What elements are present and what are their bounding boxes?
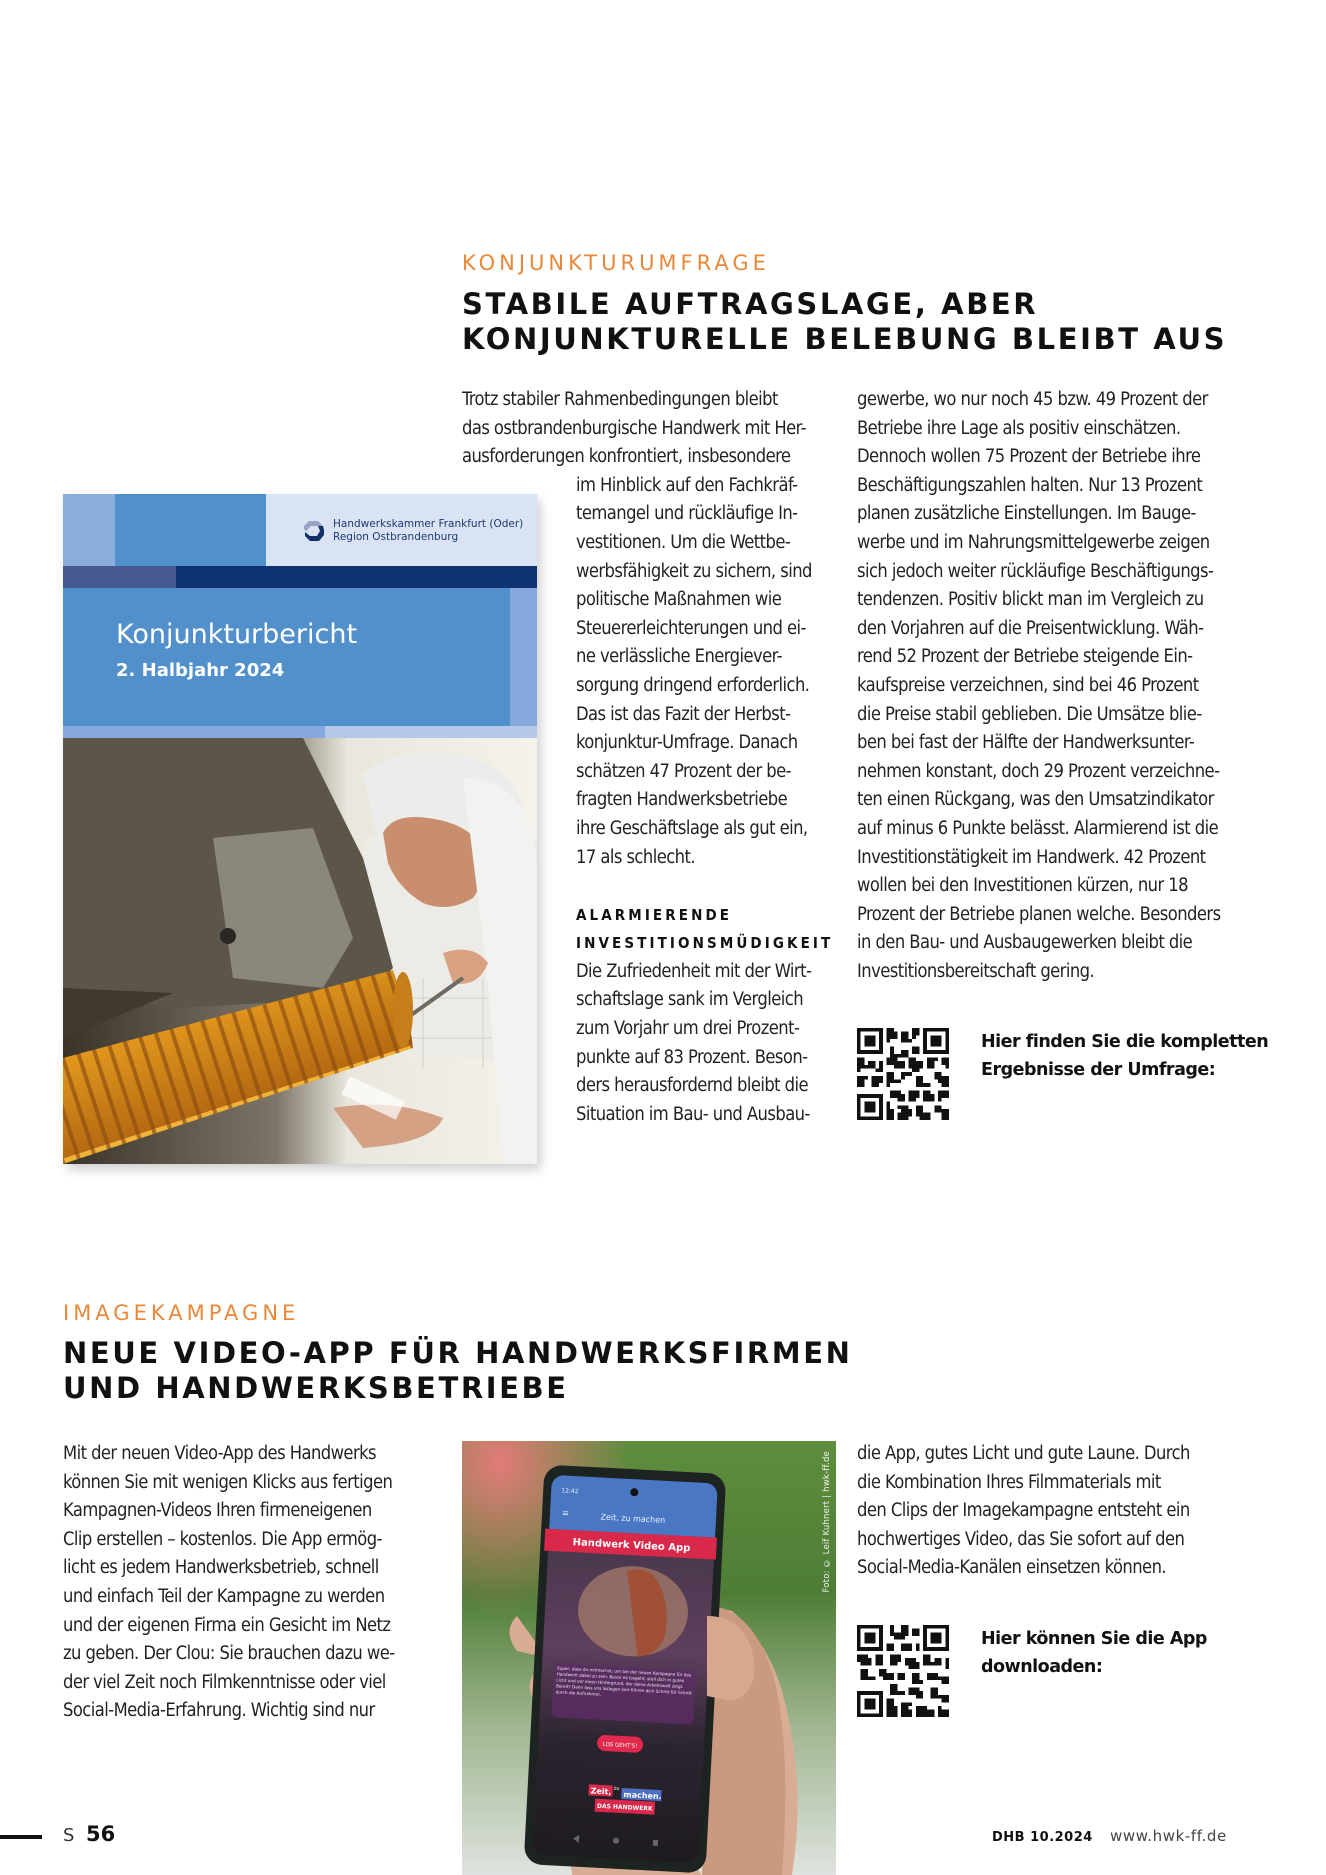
lets-go-label: LOS GEHT'S! (602, 1741, 638, 1750)
text-line: zum Vorjahr um drei Prozent- (576, 1018, 800, 1040)
text-line: das ostbrandenburgische Handwerk mit Her- (462, 417, 807, 439)
text-line: werbsfähigkeit zu sichern, sind (576, 560, 812, 582)
text-line: hochwertiges Video, das Sie sofort auf den (857, 1528, 1185, 1550)
text-line: ausforderungen konfrontiert, insbesondere (462, 446, 791, 468)
text-line: Steuererleichterungen und ei- (576, 617, 806, 639)
text-line: planen zusätzliche Einstellungen. Im Bauge- (857, 503, 1196, 525)
baker-photo (63, 738, 537, 1164)
text-line: Social-Media-Kanälen einsetzen können. (857, 1557, 1167, 1579)
text-line: auf minus 6 Punkte belässt. Alarmierend ist die (857, 817, 1219, 839)
text-line: schaftslage sank im Vergleich (576, 989, 804, 1011)
article-headline (462, 287, 1227, 357)
campaign-logo-text: zu (613, 1785, 620, 1792)
text-line: tendenzen. Positiv blickt man im Vergleich zu (857, 589, 1204, 611)
text-line: fragten Handwerksbetriebe (576, 789, 788, 811)
headline-line: NEUE VIDEO-APP FÜR HANDWERKSFIRMEN (63, 1336, 853, 1370)
qr-caption-line: Hier können Sie die App (981, 1629, 1207, 1649)
text-line: im Hinblick auf den Fachkräf- (576, 474, 798, 496)
text-line: und einfach Teil der Kampagne zu werden (63, 1585, 385, 1607)
phone-status-time: 12:42 (561, 1487, 579, 1496)
text-line: den Vorjahren auf die Preisentwicklung. Wäh- (857, 617, 1204, 639)
article-headline (63, 1336, 853, 1406)
text-line: werbe und im Nahrungsmittelgewerbe zeigen (857, 531, 1210, 553)
headline-line: UND HANDWERKSBETRIEBE (63, 1371, 569, 1405)
qr-code-icon[interactable] (857, 1028, 949, 1120)
text-line: ne verlässliche Energiever- (576, 646, 783, 668)
chamber-logo-icon (303, 520, 325, 542)
nav-recents-icon (653, 1840, 658, 1846)
cover-subtitle: 2. Halbjahr 2024 (116, 660, 285, 681)
text-line: in den Bau- und Ausbaugewerken bleibt die (857, 932, 1193, 954)
text-line: vestitionen. Um die Wettbe- (576, 531, 791, 553)
text-line: Investitionsbereitschaft gering. (857, 960, 1095, 982)
campaign-logo-text: Zeit, (590, 1786, 612, 1797)
website-link[interactable]: www.hwk-ff.de (1110, 1827, 1227, 1845)
hamburger-menu-icon: ≡ (561, 1508, 570, 1518)
text-line: sich jedoch weiter rückläufige Beschäftigungs- (857, 560, 1214, 582)
text-line: Investitionstätigkeit im Handwerk. 42 Prozent (857, 846, 1206, 868)
text-line: wollen bei den Investitionen kürzen, nur 18 (857, 875, 1189, 897)
text-line: der viel Zeit noch Filmkenntnisse oder viel (63, 1671, 386, 1693)
headline-line: KONJUNKTURELLE BELEBUNG BLEIBT AUS (462, 322, 1228, 356)
text-line: Die Zufriedenheit mit der Wirt- (576, 960, 812, 982)
text-line: temangel und rückläufige In- (576, 503, 798, 525)
app-banner: Handwerk Video App (572, 1537, 691, 1555)
issue-label: DHB 10.2024 (992, 1830, 1093, 1845)
section-kicker: IMAGEKAMPAGNE (63, 1301, 300, 1325)
text-line: Betriebe ihre Lage als positiv einschätzen. (857, 417, 1181, 439)
text-line: 17 als schlecht. (576, 846, 695, 868)
text-line: Dennoch wollen 75 Prozent der Betriebe ihre (857, 446, 1201, 468)
qr-callout-survey (857, 1028, 1268, 1120)
app-bar-title: Zeit, zu machen (600, 1512, 666, 1525)
text-line: Trotz stabiler Rahmenbedingungen bleibt (462, 389, 778, 410)
text-line: zu geben. Der Clou: Sie brauchen dazu we- (63, 1643, 395, 1665)
footer-rule (0, 1835, 42, 1839)
video-app-photo (462, 1441, 836, 1875)
onboarding-text: Super, dass du mitmachst, um bei der neuen Kampagne für das Handwerk dabei zu sein. Bevor es losgeht, stell dich in gutes Licht und vor einen Hintergrund, der deine Arbeitswelt zeigt. Bereit? Dann lass uns loslegen (wir führen dich Schritt für Schritt durch die Aufnahme). (555, 1665, 692, 1697)
photo-credit: Foto: © Leif Kuhnert | hwk-ff.de (822, 1451, 832, 1593)
text-line: Mit der neuen Video-App des Handwerks (63, 1443, 377, 1464)
qr-caption-line: Ergebnisse der Umfrage: (981, 1060, 1216, 1080)
qr-callout-app-download (857, 1625, 1207, 1717)
text-line: und der eigenen Firma ein Gesicht im Netz (63, 1614, 391, 1636)
cover-title: Konjunkturbericht (116, 619, 358, 650)
text-line: ders herausfordernd bleibt die (576, 1075, 809, 1097)
article-body-column-2 (857, 386, 1277, 986)
text-line: kaufspreise verzeichnen, sind bei 46 Prozent (857, 674, 1199, 696)
text-line: Kampagnen-Videos Ihren firmeneigenen (63, 1500, 372, 1522)
phone-in-hand-illustration (462, 1441, 836, 1875)
text-line: rend 52 Prozent der Betriebe steigende Ein- (857, 646, 1193, 668)
qr-caption-line: Hier finden Sie die kompletten (981, 1032, 1269, 1052)
text-line: politische Maßnahmen wie (576, 589, 782, 611)
subheading: INVESTITIONSMÜDIGKEIT (576, 934, 834, 953)
headline-line: STABILE AUFTRAGSLAGE, ABER (462, 287, 1039, 321)
text-line: punkte auf 83 Prozent. Beson- (576, 1046, 808, 1068)
text-line: die Kombination Ihres Filmmaterials mit (857, 1471, 1161, 1493)
text-line: nehmen konstant, doch 29 Prozent verzeichne- (857, 760, 1220, 782)
campaign-logo-text: DAS HANDWERK (596, 1802, 653, 1813)
page-number: 56 (86, 1822, 116, 1846)
text-line: Situation im Bau- und Ausbau- (576, 1103, 810, 1125)
text-line: Social-Media-Erfahrung. Wichtig sind nur (63, 1700, 375, 1722)
text-line: licht es jedem Handwerksbetrieb, schnell (63, 1557, 379, 1579)
text-line: die App, gutes Licht und gute Laune. Durch (857, 1443, 1190, 1464)
subheading: ALARMIERENDE (576, 905, 733, 924)
text-line: schätzen 47 Prozent der be- (576, 760, 791, 782)
text-line: ten einen Rückgang, was den Umsatzindikator (857, 789, 1214, 811)
cover-org-line: Handwerkskammer Frankfurt (Oder) (333, 518, 524, 530)
text-line: sorgung dringend erforderlich. (576, 674, 810, 696)
text-line: gewerbe, wo nur noch 45 bzw. 49 Prozent der (857, 389, 1208, 410)
text-line: Clip erstellen – kostenlos. Die App ermög- (63, 1528, 382, 1550)
text-line: die Preise stabil geblieben. Die Umsätze blie- (857, 703, 1202, 725)
text-line: ben bei fast der Hälfte der Handwerksunter- (857, 732, 1195, 754)
cover-organisation (303, 518, 523, 544)
text-line: Das ist das Fazit der Herbst- (576, 703, 791, 725)
section-kicker: KONJUNKTURUMFRAGE (462, 251, 770, 275)
qr-caption (981, 1028, 1268, 1084)
report-cover-image (63, 494, 537, 1164)
text-line: ihre Geschäftslage als gut ein, (576, 817, 808, 839)
text-line: Beschäftigungszahlen halten. Nur 13 Prozent (857, 474, 1203, 496)
page-prefix: S (63, 1825, 75, 1846)
text-line: Prozent der Betriebe planen welche. Besonders (857, 903, 1221, 925)
text-line: können Sie mit wenigen Klicks aus fertigen (63, 1471, 393, 1493)
cover-org-line: Region Ostbrandenburg (333, 531, 459, 543)
text-line: konjunktur-Umfrage. Danach (576, 732, 798, 754)
qr-caption (981, 1625, 1207, 1681)
article-body-column-1 (63, 1440, 453, 1726)
article-body-column-2 (857, 1440, 1277, 1583)
qr-code-icon[interactable] (857, 1625, 949, 1717)
campaign-logo-text: machen. (623, 1790, 662, 1802)
text-line: den Clips der Imagekampagne entsteht ein (857, 1500, 1190, 1522)
qr-caption-line: downloaden: (981, 1657, 1103, 1677)
